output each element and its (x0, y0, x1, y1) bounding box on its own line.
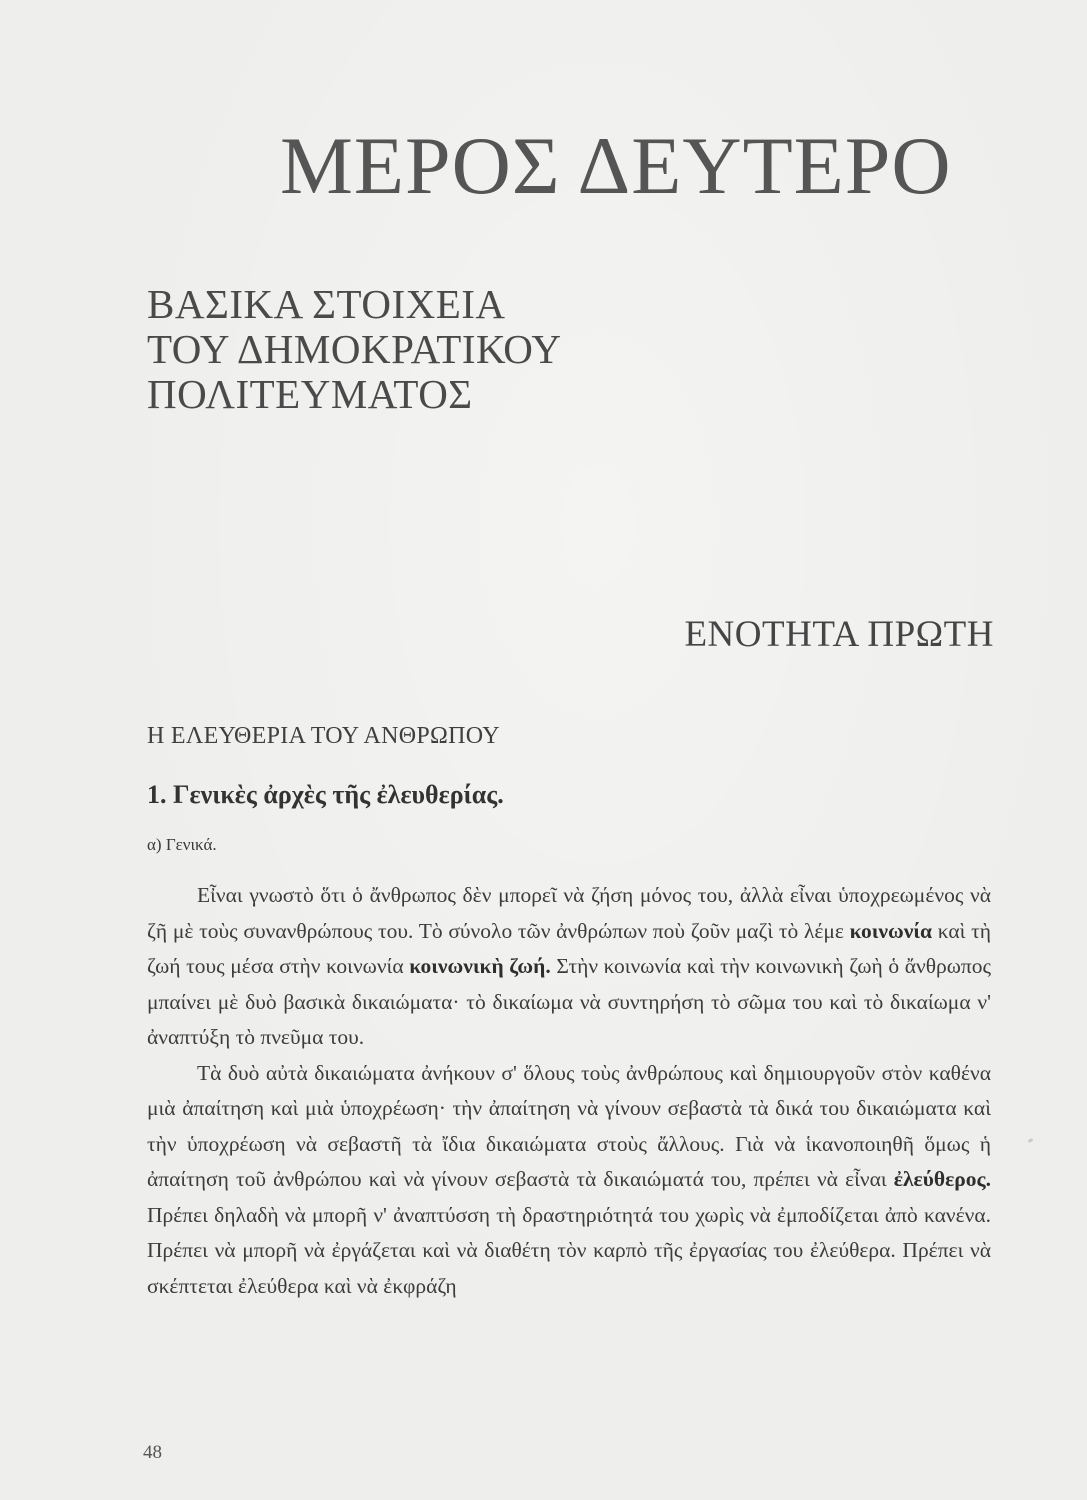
term-koinoniki-zoi: κοινωνικὴ ζωή. (409, 954, 551, 978)
paragraph-1-text-c: Στὴν κοινωνία καὶ τὴν κοινωνικὴ ζωὴ ὁ ἄνθρωπος μπαίνει μὲ δυὸ βασικὰ δικαιώματα· τὸ δικαίωμα νὰ συντηρήση τὸ σῶμα του καὶ τὸ δικαίωμα ν' ἀναπτύξη τὸ πνεῦμα του. (147, 954, 991, 1049)
body-text (147, 878, 991, 1304)
part-title: ΜΕΡΟΣ ΔΕΥΤΕΡΟ (280, 120, 952, 211)
part-subtitle (147, 282, 907, 417)
paragraph-1-text-b: καὶ τὴ ζωή τους μέσα στὴν κοινωνία (147, 918, 992, 978)
term-koinonia: κοινωνία (849, 918, 932, 943)
paragraph-1-text-a: Εἶναι γνωστὸ ὅτι ὁ ἄνθρωπος δὲν μπορεῖ νὰ ζήση μόνος του, ἀλλὰ εἶναι ὑποχρεωμένος νὰ ζῆ μὲ τοὺς συνανθρώπους του. Τὸ σύνολο τῶν ἀνθρώπων ποὺ ζοῦν μαζὶ τὸ λέμε (147, 883, 991, 943)
subtitle-line-2: ΤΟΥ ΔΗΜΟΚΡΑΤΙΚΟΥ (147, 326, 562, 372)
subchapter-title: 1. Γενικὲς ἀρχὲς τῆς ἐλευθερίας. (147, 780, 504, 809)
term-eleftheros: ἐλεύθερος. (893, 1167, 991, 1191)
section-title: ΕΝΟΤΗΤΑ ΠΡΩΤΗ (684, 614, 994, 655)
sub-subchapter-title: α) Γενικά. (147, 835, 217, 854)
paper-speck (1028, 1138, 1034, 1143)
page-number: 48 (143, 1442, 162, 1463)
subtitle-line-1: ΒΑΣΙΚΑ ΣΤΟΙΧΕΙΑ (147, 281, 506, 327)
paragraph-2-text-b: Πρέπει δηλαδὴ νὰ μπορῆ ν' ἀναπτύσση τὴ δραστηριότητά του χωρὶς νὰ ἐμποδίζεται ἀπὸ κανένα. Πρέπει νὰ μπορῆ νὰ ἐργάζεται καὶ νὰ διαθέτη τὸν καρπὸ τῆς ἐργασίας του ἐλεύθερα. Πρέπει νὰ σκέπτεται ἐλεύθερα καὶ νὰ ἐκφράζη (147, 1202, 991, 1298)
chapter-title: Η ΕΛΕΥΘΕΡΙΑ ΤΟΥ ΑΝΘΡΩΠΟΥ (147, 723, 500, 749)
paragraph-2 (147, 1056, 991, 1305)
paragraph-1 (147, 878, 991, 1056)
subtitle-line-3: ΠΟΛΙΤΕΥΜΑΤΟΣ (147, 371, 473, 417)
paragraph-2-text-a: Τὰ δυὸ αὐτὰ δικαιώματα ἀνήκουν σ' ὅλους τοὺς ἀνθρώπους καὶ δημιουργοῦν στὸν καθένα μιὰ ἀπαίτηση καὶ μιὰ ὑποχρέωση· τὴν ἀπαίτηση νὰ γίνουν σεβαστὰ τὰ δικά του δικαιώματα καὶ τὴν ὑποχρέωση νὰ σεβαστῆ τὰ ἴδια δικαιώματα στοὺς ἄλλους. Γιὰ νὰ ἱκανοποιηθῆ ὅμως ἡ ἀπαίτηση τοῦ ἀνθρώπου καὶ νὰ γίνουν σεβαστὰ τὰ δικαιώματά του, πρέπει νὰ εἶναι (147, 1060, 991, 1191)
